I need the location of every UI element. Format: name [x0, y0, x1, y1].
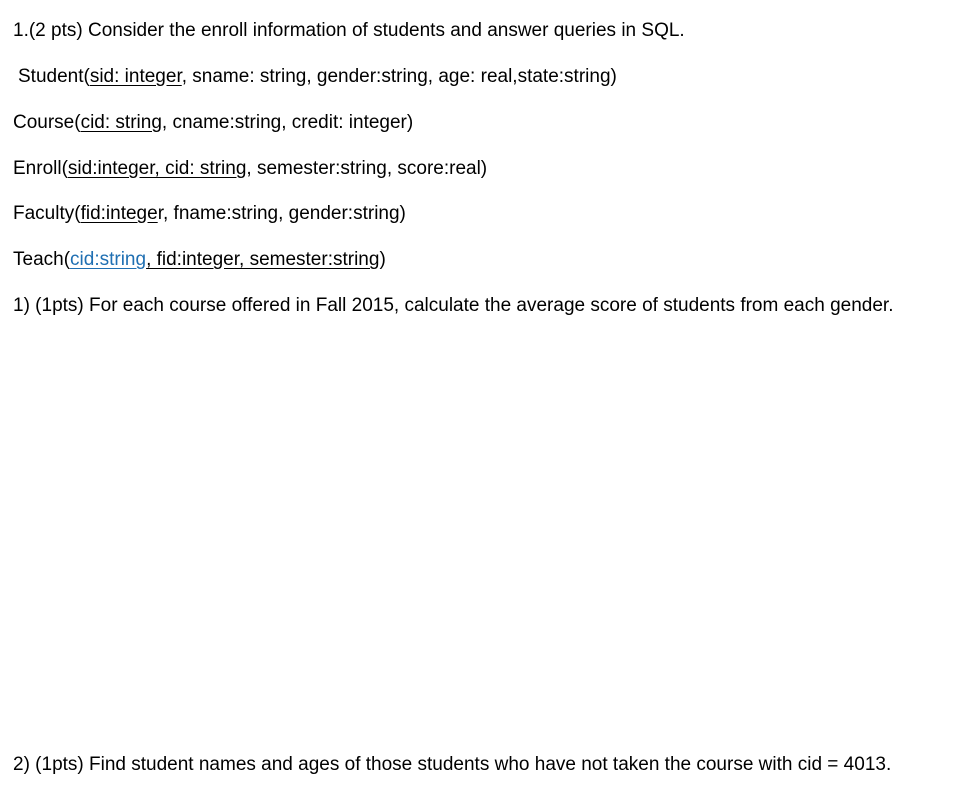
schema-student-key: sid: integer	[89, 66, 182, 87]
schema-faculty-attributes: r, fname:string, gender:string)	[157, 203, 406, 224]
schema-student-name: Student(	[18, 66, 90, 87]
schema-faculty-key: fid:intege	[80, 203, 158, 224]
schema-course-name: Course(	[13, 112, 81, 133]
schema-faculty	[13, 202, 406, 226]
schema-teach-key: , fid:integer, semester:string	[146, 249, 380, 270]
schema-teach-attributes: )	[379, 249, 386, 270]
schema-student	[18, 65, 617, 89]
schema-faculty-name: Faculty(	[13, 203, 81, 224]
schema-teach-key-link[interactable]: cid:string	[70, 249, 147, 270]
schema-enroll-key: sid:integer, cid: string	[67, 158, 247, 179]
schema-enroll-name: Enroll(	[13, 158, 68, 179]
schema-course-key: cid: string	[80, 112, 162, 133]
schema-course	[13, 111, 413, 135]
schema-enroll	[13, 157, 487, 181]
schema-student-attributes: , sname: string, gender:string, age: real,state:string)	[181, 66, 617, 87]
question-heading: 1.(2 pts) Consider the enroll information of students and answer queries in SQL.	[13, 20, 685, 41]
subquestion-1: 1) (1pts) For each course offered in Fall 2015, calculate the average score of students from each gender.	[13, 295, 894, 316]
schema-enroll-attributes: , semester:string, score:real)	[246, 158, 488, 179]
schema-teach	[13, 248, 386, 272]
subquestion-2: 2) (1pts) Find student names and ages of those students who have not taken the course with cid = 4013.	[13, 754, 892, 775]
schema-course-attributes: , cname:string, credit: integer)	[161, 112, 414, 133]
schema-teach-name: Teach(	[13, 249, 71, 270]
